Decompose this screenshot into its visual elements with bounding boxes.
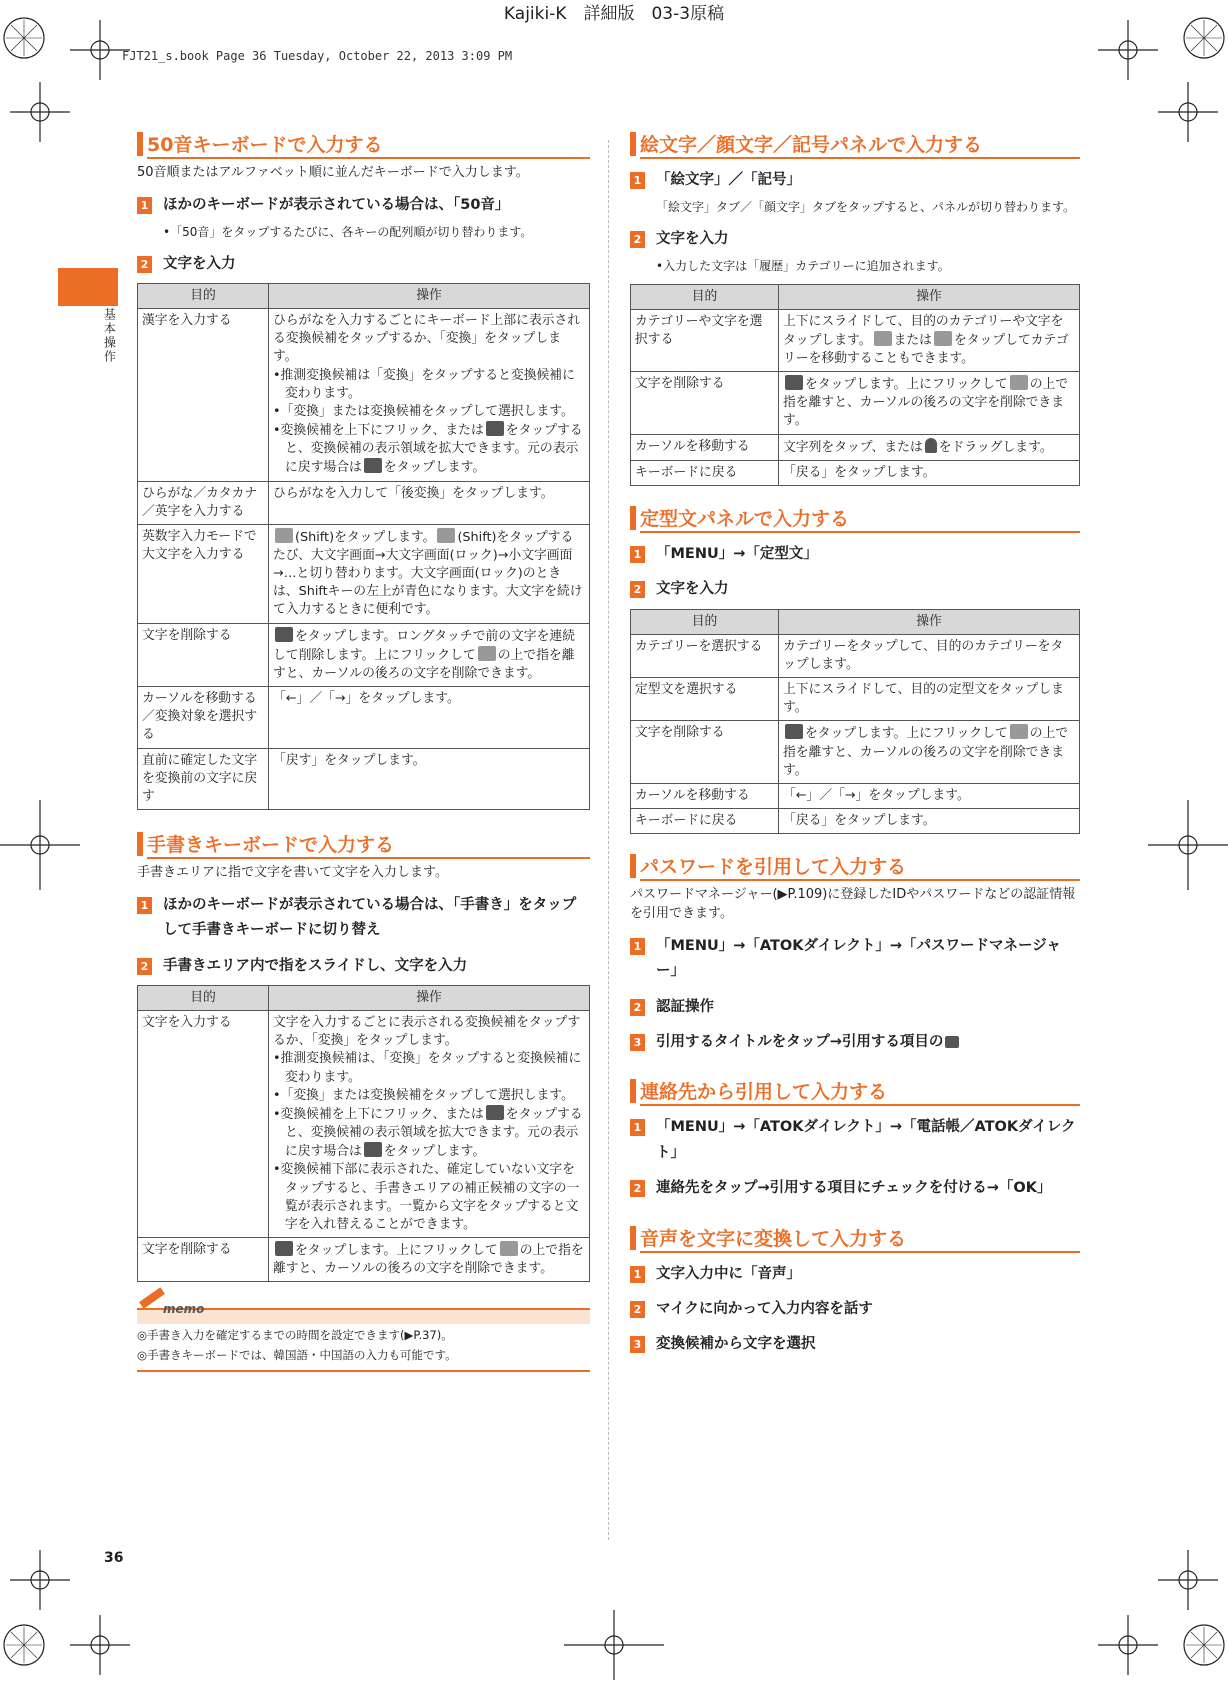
step: 1 「絵文字」／「記号」: [630, 168, 1080, 193]
section-heading: 手書きキーボードで入力する: [137, 832, 590, 858]
right-column: [630, 132, 1080, 1364]
paste-icon: [945, 1036, 959, 1048]
step: 3 引用するタイトルをタップ→引用する項目の: [630, 1030, 1080, 1055]
step: 2 文字を入力: [137, 252, 590, 277]
section-heading: 絵文字／顔文字／記号パネルで入力する: [630, 132, 1080, 158]
shift-icon: [437, 528, 455, 543]
forward-delete-icon: [1010, 724, 1028, 739]
chevron-down-icon: [934, 331, 952, 346]
section-heading: パスワードを引用して入力する: [630, 854, 1080, 880]
book-info-line: FJT21_s.book Page 36 Tuesday, October 22, 2013 3:09 PM: [122, 49, 513, 63]
step: 2 手書きエリア内で指をスライドし、文字を入力: [137, 954, 590, 979]
expand-icon: [486, 1105, 504, 1120]
section-heading: 定型文パネルで入力する: [630, 506, 1080, 532]
section-heading: 50音キーボードで入力する: [137, 132, 590, 158]
collapse-icon: [364, 1142, 382, 1157]
backspace-icon: [275, 1241, 293, 1256]
step-note: 「絵文字」タブ／「顔文字」タブをタップすると、パネルが切り替わります。: [656, 200, 1076, 215]
backspace-icon: [275, 627, 293, 642]
cursor-handle-icon: [925, 438, 937, 453]
page-number: 36: [104, 1550, 124, 1566]
forward-delete-icon: [478, 646, 496, 661]
expand-icon: [486, 421, 504, 436]
step: 2 文字を入力: [630, 577, 1080, 602]
step: 2 連絡先をタップ→引用する項目にチェックを付ける→「OK」: [630, 1176, 1080, 1201]
section-intro: 手書きエリアに指で文字を書いて文字を入力します。: [137, 865, 448, 881]
operation-table: 目的 操作 文字を入力する 文字を入力するごとに表示される変換候補をタップするか、「変換」をタップします。 •推測変換候補は、「変換」をタップすると変換候補に変わります。 •「変換」または変換候補をタップして選択します。 •変換候補を上下にフリック、または をタップすると、変換候補の表示領域を拡大できます。元の表示に戻す場合は をタップします。 •変換候補下部に表示された、確定していない文字をタップすると、手書きエリアの補正候補の文字の一覧が表示されます。一覧から文字をタップすると文字を入れ替えることができます。 文字を削除する をタップします。上にフリックして の上で指を離すと、カーソルの後ろの文字を削除できます。: [137, 985, 590, 1282]
backspace-icon: [785, 724, 803, 739]
step: 2 認証操作: [630, 995, 1080, 1020]
left-column: [137, 132, 590, 1372]
step: 1 ほかのキーボードが表示されている場合は、「手書き」をタップして手書きキーボードに切り替え: [137, 893, 590, 944]
memo-line: ◎手書きキーボードでは、韓国語・中国語の入力も可能です。: [137, 1348, 457, 1363]
shift-icon: [275, 528, 293, 543]
operation-table: 目的 操作 カテゴリーを選択する カテゴリーをタップして、目的のカテゴリーをタップします。 定型文を選択する 上下にスライドして、目的の定型文をタップします。 文字を削除する をタップします。上にフリックして の上で指を離すと、カーソルの後ろの文字を削除できます。 カーソルを移動する 「←」／「→」をタップします。 キーボードに戻る 「戻る」をタップします。: [630, 609, 1080, 835]
step: 2 マイクに向かって入力内容を話す: [630, 1297, 1080, 1322]
forward-delete-icon: [1010, 375, 1028, 390]
chapter-tab: [58, 268, 118, 306]
chapter-tab-label: 基本操作: [102, 308, 117, 364]
step: 1 文字入力中に「音声」: [630, 1262, 1080, 1287]
section-intro: 50音順またはアルファベット順に並んだキーボードで入力します。: [137, 165, 529, 180]
memo-box: memo ◎手書き入力を確定するまでの時間を設定できます(▶P.37)。 ◎手書きキーボードでは、韓国語・中国語の入力も可能です。: [137, 1308, 590, 1371]
step-note: •入力した文字は「履歴」カテゴリーに追加されます。: [656, 259, 950, 274]
column-divider: [608, 140, 609, 1540]
memo-line: ◎手書き入力を確定するまでの時間を設定できます(▶P.37)。: [137, 1328, 453, 1343]
section-heading: 連絡先から引用して入力する: [630, 1079, 1080, 1105]
backspace-icon: [785, 375, 803, 390]
chevron-up-icon: [874, 331, 892, 346]
operation-table: 目的 操作 漢字を入力する ひらがなを入力するごとにキーボード上部に表示される変換候補をタップするか、「変換」をタップします。 •推測変換候補は「変換」をタップすると変換候補に変わります。 •「変換」または変換候補をタップして選択します。 •変換候補を上下にフリック、または をタップすると、変換候補の表示領域を拡大できます。元の表示に戻す場合は をタップします。 ひらがな／カタカナ／英字を入力する ひらがなを入力して「後変換」をタップします。 英数字入力モードで大文字を入力する (Shift)をタップします。 (Shift)をタップするたび、大文字画面→大文字画面(ロック)→小文字画面→…と切り替わります。大文字画面(ロック)のときは、Shiftキーの左上が青色になります。大文字を続けて入力するときに便利です。 文字を削除する をタップします。ロングタッチで前の文字を連続して削除します。上にフリックして の上で指を離すと、カーソルの後ろの文字を削除できます。 カーソルを移動する／変換対象を選択する 「←」／「→」をタップします。 直前に確定した文字を変換前の文字に戻す 「戻す」をタップします。: [137, 283, 590, 810]
step: 1 ほかのキーボードが表示されている場合は、「50音」: [137, 193, 590, 218]
step: 1 「MENU」→「ATOKダイレクト」→「パスワードマネージャー」: [630, 934, 1080, 985]
step: 3 変換候補から文字を選択: [630, 1332, 1080, 1357]
pencil-icon: [139, 1288, 165, 1309]
operation-table: 目的 操作 カテゴリーや文字を選択する 上下にスライドして、目的のカテゴリーや文字をタップします。 または をタップしてカテゴリーを移動することもできます。 文字を削除する をタップします。上にフリックして の上で指を離すと、カーソルの後ろの文字を削除できます。 カーソルを移動する 文字列をタップ、または をドラッグします。 キーボードに戻る 「戻る」をタップします。: [630, 284, 1080, 486]
section-intro: パスワードマネージャー(▶P.109)に登録したIDやパスワードなどの認証情報を引用できます。: [630, 887, 1076, 922]
draft-label: Kajiki-K 詳細版 03-3原稿: [503, 4, 725, 24]
collapse-icon: [364, 458, 382, 473]
section-heading: 音声を文字に変換して入力する: [630, 1226, 1080, 1252]
step: 2 文字を入力: [630, 227, 1080, 252]
step: 1 「MENU」→「定型文」: [630, 542, 1080, 567]
step: 1 「MENU」→「ATOKダイレクト」→「電話帳／ATOKダイレクト」: [630, 1115, 1080, 1166]
step-note: •「50音」をタップするたびに、各キーの配列順が切り替わります。: [163, 225, 533, 240]
forward-delete-icon: [500, 1241, 518, 1256]
